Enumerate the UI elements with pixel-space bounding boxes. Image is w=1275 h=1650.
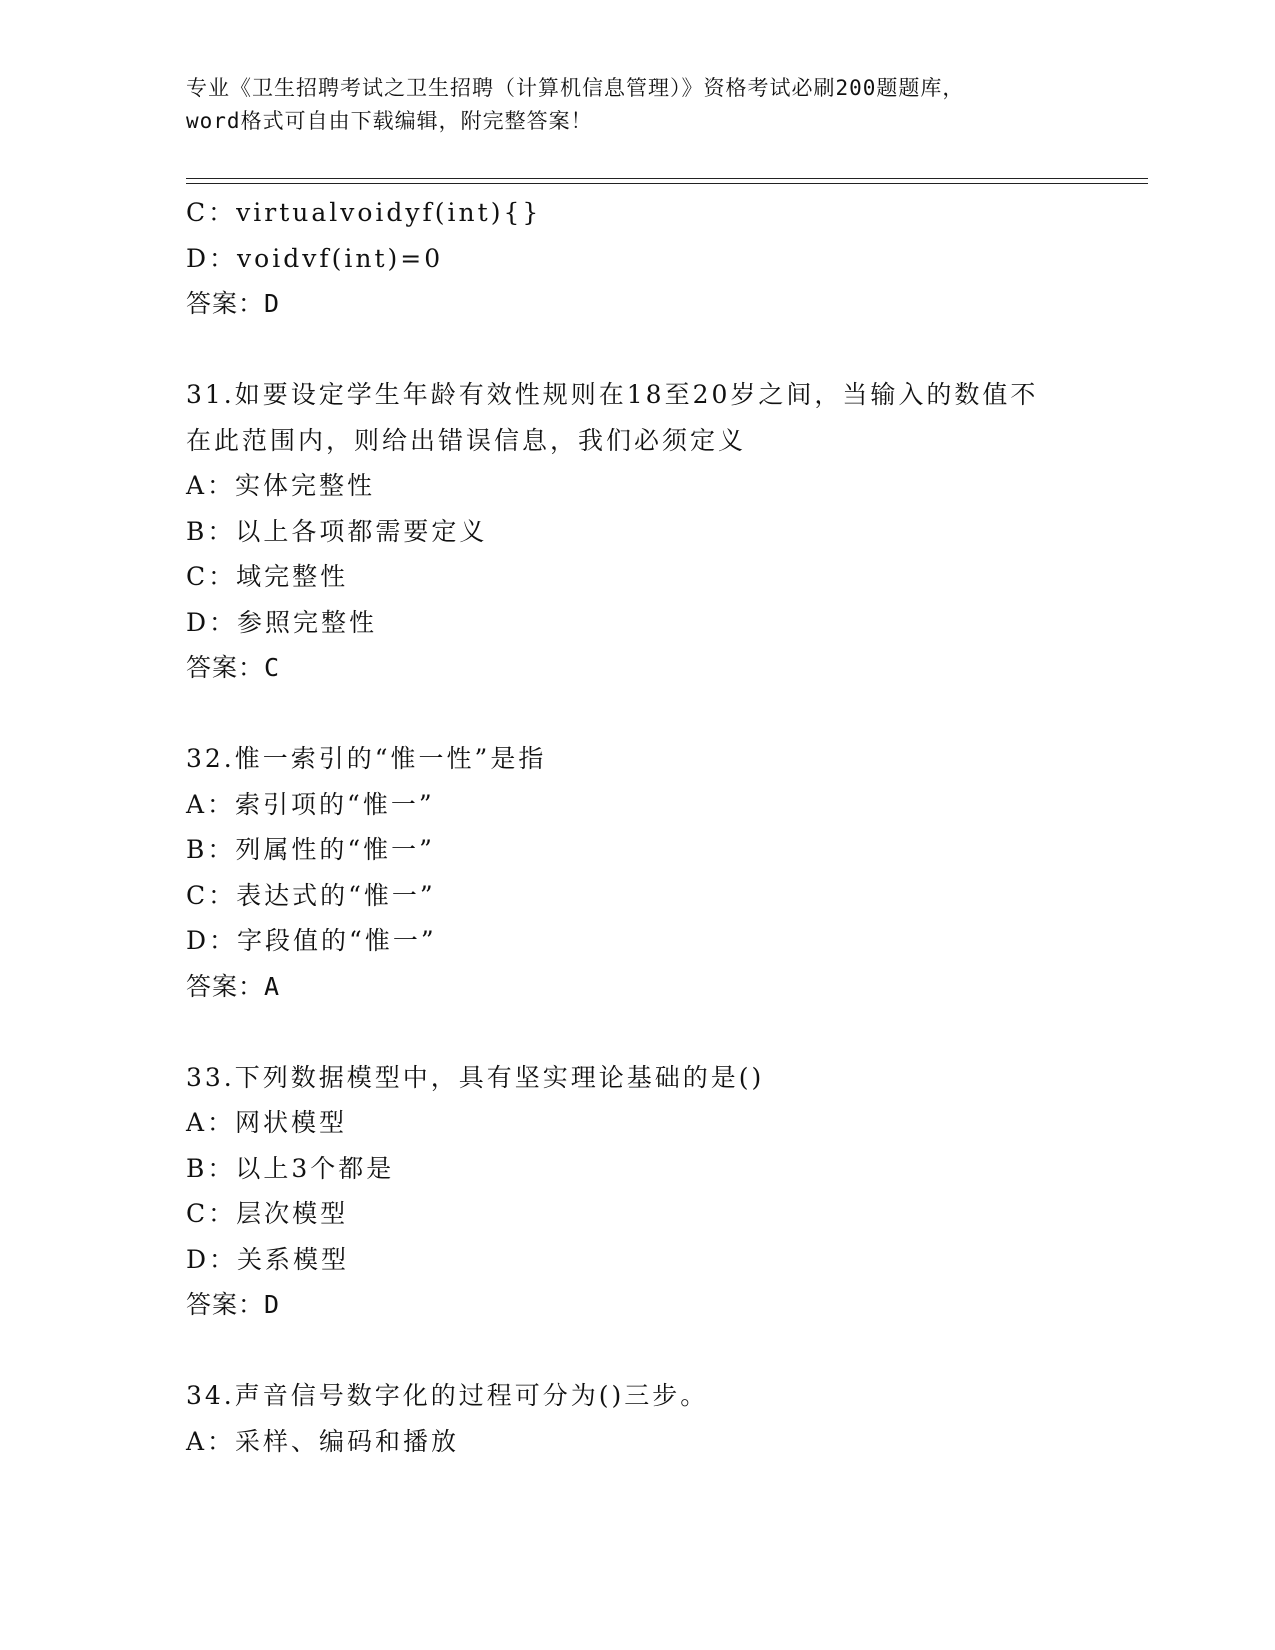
option-c: C：表达式的“惟一”	[186, 880, 436, 910]
spacer	[186, 1328, 1086, 1374]
option-a: A：实体完整性	[186, 471, 376, 500]
answer-line: 答案：C	[186, 653, 281, 682]
option-d: D：关系模型	[186, 1244, 350, 1274]
question-stem: 34.声音信号数字化的过程可分为()三步。	[186, 1381, 709, 1410]
option-c: C：virtualvoidyf(int){}	[186, 198, 542, 227]
spacer	[186, 1009, 1086, 1055]
option-d: D：voidvf(int)=0	[186, 243, 444, 273]
answer-line: 答案：A	[186, 971, 281, 1001]
question-stem-line-2: 在此范围内，则给出错误信息，我们必须定义	[186, 425, 747, 455]
header-divider-top	[186, 178, 1148, 179]
option-a: A：网状模型	[186, 1108, 348, 1137]
header-line-2: word格式可自由下载编辑，附完整答案！	[186, 109, 593, 133]
option-a: A：索引项的“惟一”	[186, 789, 435, 819]
header-line-1: 专业《卫生招聘考试之卫生招聘（计算机信息管理）》资格考试必刷200题题库，	[186, 76, 965, 100]
spacer	[186, 327, 1086, 373]
option-c: C：域完整性	[186, 562, 349, 591]
question-31	[186, 372, 1086, 691]
question-stem-line-1: 31.如要设定学生年龄有效性规则在18至20岁之间，当输入的数值不	[186, 380, 1039, 409]
question-33	[186, 1055, 1086, 1328]
spacer	[186, 691, 1086, 737]
previous-question	[186, 190, 1086, 327]
document-body	[186, 190, 1086, 1464]
option-a: A：采样、编码和播放	[186, 1426, 460, 1456]
header-divider-bottom	[186, 183, 1148, 184]
option-d: D：字段值的“惟一”	[186, 926, 437, 955]
question-34	[186, 1373, 1086, 1464]
answer-line: 答案：D	[186, 289, 281, 318]
question-stem: 32.惟一索引的“惟一性”是指	[186, 744, 547, 773]
option-c: C：层次模型	[186, 1199, 349, 1228]
option-d: D：参照完整性	[186, 607, 378, 637]
option-b: B：列属性的“惟一”	[186, 835, 435, 864]
question-32	[186, 736, 1086, 1009]
option-b: B：以上3个都是	[186, 1153, 395, 1183]
answer-line: 答案：D	[186, 1290, 281, 1319]
option-b: B：以上各项都需要定义	[186, 516, 488, 546]
document-header	[186, 72, 1066, 138]
question-stem: 33.下列数据模型中，具有坚实理论基础的是()	[186, 1062, 765, 1092]
